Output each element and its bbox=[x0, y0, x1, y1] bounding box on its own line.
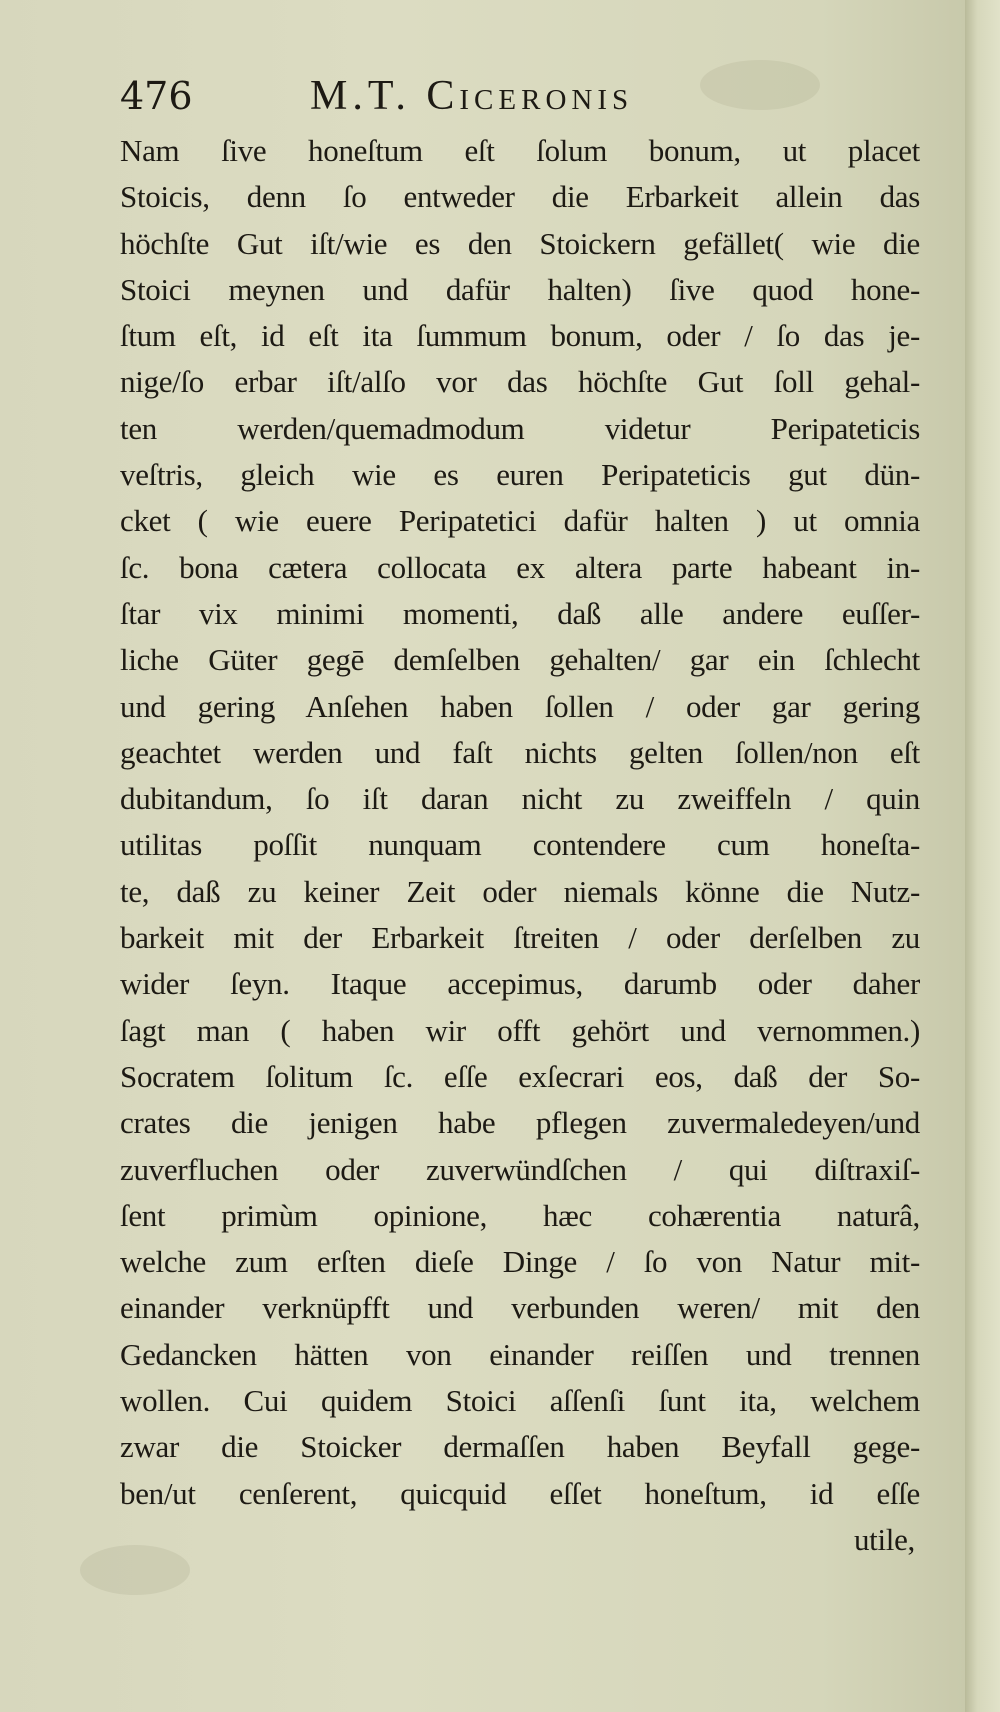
text-line: welche zum erſten dieſe Dinge / ſo von Natur mit- bbox=[120, 1244, 920, 1280]
text-line: ben/ut cenſerent, quicquid eſſet honeſtum, id eſſe bbox=[120, 1475, 920, 1511]
body-text bbox=[120, 128, 920, 1563]
text-line: dubitandum, ſo iſt daran nicht zu zweiffeln / quin bbox=[120, 781, 920, 817]
catchword: utile, bbox=[853, 1521, 915, 1557]
text-line: Nam ſive honeſtum eſt ſolum bonum, ut placet bbox=[120, 133, 920, 168]
text-line: barkeit mit der Erbarkeit ſtreiten / oder derſelben zu bbox=[120, 920, 920, 956]
text-line: ſent primùm opinione, hæc cohærentia naturâ, bbox=[120, 1197, 920, 1233]
page-number: 476 bbox=[120, 74, 193, 118]
running-title: M.T. Ciceronis bbox=[310, 73, 634, 119]
text-line: wider ſeyn. Itaque accepimus, darumb oder daher bbox=[120, 966, 920, 1002]
text-line: höchſte Gut iſt/wie es den Stoickern gefället( wie die bbox=[120, 225, 920, 261]
text-line: und gering Anſehen haben ſollen / oder gar gering bbox=[120, 688, 920, 724]
text-line: wollen. Cui quidem Stoici aſſenſi ſunt ita, welchem bbox=[120, 1383, 920, 1419]
text-line: ſc. bona cætera collocata ex altera parte habeant in- bbox=[120, 549, 920, 585]
text-line: einander verknüpfft und verbunden weren/ mit den bbox=[120, 1290, 920, 1326]
text-line: geachtet werden und faſt nichts gelten ſollen/non eſt bbox=[120, 734, 920, 770]
text-line: Socratem ſolitum ſc. eſſe exſecrari eos, daß der So- bbox=[120, 1058, 920, 1094]
text-line: Stoicis, denn ſo entweder die Erbarkeit allein das bbox=[120, 179, 920, 215]
text-line: Gedancken hätten von einander reiſſen und trennen bbox=[120, 1336, 920, 1372]
text-line: zuverfluchen oder zuverwündſchen / qui diſtraxiſ- bbox=[120, 1151, 920, 1187]
text-line: zwar die Stoicker dermaſſen haben Beyfall gege- bbox=[120, 1429, 920, 1465]
text-line: liche Güter gegē demſelben gehalten/ gar ein ſchlecht bbox=[120, 642, 920, 678]
text-line: cket ( wie euere Peripatetici dafür halten ) ut omnia bbox=[120, 503, 920, 539]
text-line: Stoici meynen und dafür halten) ſive quod hone- bbox=[120, 271, 920, 307]
page-header bbox=[120, 66, 920, 126]
text-line: crates die jenigen habe pflegen zuvermaledeyen/und bbox=[120, 1105, 920, 1141]
text-line: ſtum eſt, id eſt ita ſummum bonum, oder / ſo das je- bbox=[120, 318, 920, 354]
text-line: te, daß zu keiner Zeit oder niemals könne die Nutz- bbox=[120, 873, 920, 909]
text-line: nige/ſo erbar iſt/alſo vor das höchſte Gut ſoll gehal- bbox=[120, 364, 920, 400]
text-line: ſagt man ( haben wir offt gehört und vernommen.) bbox=[120, 1012, 920, 1048]
text-line: ſtar vix minimi momenti, daß alle andere euſſer- bbox=[120, 595, 920, 631]
text-line: veſtris, gleich wie es euren Peripateticis gut dün- bbox=[120, 457, 920, 493]
book-gutter bbox=[965, 0, 1000, 1712]
text-line: utilitas poſſit nunquam contendere cum honeſta- bbox=[120, 827, 920, 863]
text-line: ten werden/quemadmodum videtur Peripateticis bbox=[120, 410, 920, 446]
